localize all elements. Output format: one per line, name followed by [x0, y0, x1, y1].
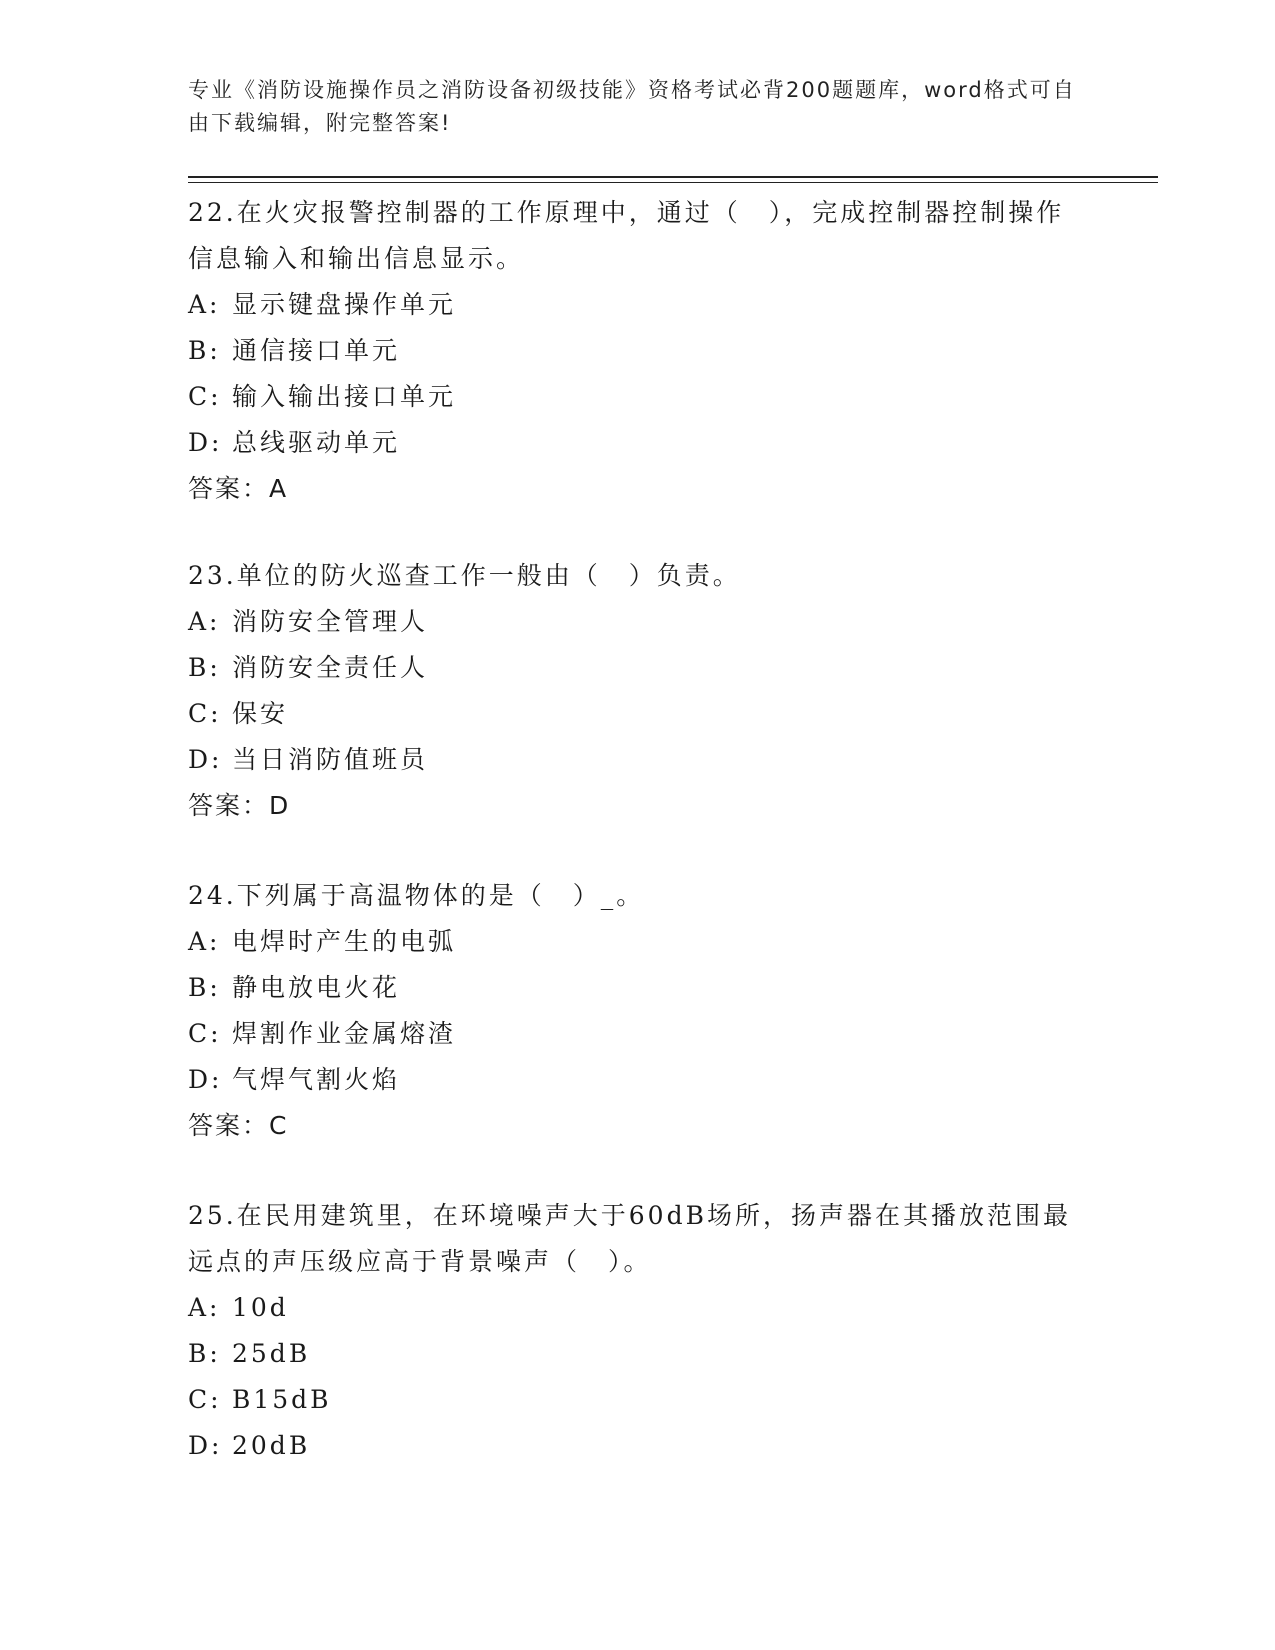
option-d: [188, 1057, 1088, 1103]
answer-line: 答案：C: [188, 1111, 289, 1140]
option-key: D:: [188, 745, 223, 774]
option-key: A:: [188, 927, 221, 956]
option-text: 静电放电火花: [232, 973, 401, 1002]
option-text: 通信接口单元: [232, 336, 401, 365]
option-b: [188, 1331, 1088, 1377]
question-stem: 23.单位的防火巡查工作一般由（ ）负责。: [188, 561, 741, 590]
question-stem: 22.在火灾报警控制器的工作原理中，通过（ ），完成控制器控制操作信息输入和输出信息显示。: [188, 198, 1065, 273]
option-key: C:: [188, 699, 222, 728]
option-key: B:: [188, 336, 221, 365]
answer-line: 答案：A: [188, 474, 289, 503]
option-key: C:: [188, 1385, 222, 1414]
option-a: [188, 599, 1088, 645]
option-text: 当日消防值班员: [232, 745, 429, 774]
option-a: [188, 1285, 1088, 1331]
option-a: [188, 919, 1088, 965]
option-key: A:: [188, 607, 221, 636]
option-key: B:: [188, 1339, 221, 1368]
header-divider-thin: [188, 182, 1158, 183]
option-b: [188, 965, 1088, 1011]
question-24: [188, 873, 1088, 1149]
option-c: [188, 374, 1088, 420]
option-text: 显示键盘操作单元: [232, 290, 457, 319]
option-text: 保安: [232, 699, 289, 728]
option-text: 总线驱动单元: [232, 428, 401, 457]
option-a: [188, 282, 1088, 328]
option-d: [188, 737, 1088, 783]
option-key: A:: [188, 290, 221, 319]
option-c: [188, 1377, 1088, 1423]
option-key: B:: [188, 653, 221, 682]
option-key: C:: [188, 1019, 222, 1048]
question-stem: 24.下列属于高温物体的是（ ）_。: [188, 881, 645, 910]
option-text: 消防安全管理人: [232, 607, 429, 636]
option-key: B:: [188, 973, 221, 1002]
option-d: [188, 1423, 1088, 1469]
option-key: D:: [188, 1431, 223, 1460]
answer-line: 答案：D: [188, 791, 291, 820]
option-b: [188, 645, 1088, 691]
document-header: 专业《消防设施操作员之消防设备初级技能》资格考试必背200题题库，word格式可自由下载编辑，附完整答案!: [188, 78, 1076, 135]
option-c: [188, 691, 1088, 737]
option-key: C:: [188, 382, 222, 411]
option-key: D:: [188, 428, 223, 457]
option-text: B15dB: [232, 1385, 332, 1414]
option-text: 20dB: [232, 1431, 311, 1460]
option-text: 消防安全责任人: [232, 653, 429, 682]
option-text: 25dB: [232, 1339, 311, 1368]
option-text: 10d: [232, 1293, 289, 1322]
option-b: [188, 328, 1088, 374]
option-text: 输入输出接口单元: [232, 382, 457, 411]
option-d: [188, 420, 1088, 466]
option-key: A:: [188, 1293, 221, 1322]
option-key: D:: [188, 1065, 223, 1094]
option-c: [188, 1011, 1088, 1057]
option-text: 电焊时产生的电弧: [232, 927, 457, 956]
question-22: [188, 190, 1088, 512]
option-text: 气焊气割火焰: [232, 1065, 401, 1094]
question-23: [188, 553, 1088, 829]
question-25: [188, 1193, 1088, 1469]
question-stem: 25.在民用建筑里，在环境噪声大于60dB场所，扬声器在其播放范围最远点的声压级应高于背景噪声（ ）。: [188, 1201, 1071, 1276]
header-divider-thick: [188, 176, 1158, 178]
option-text: 焊割作业金属熔渣: [232, 1019, 457, 1048]
